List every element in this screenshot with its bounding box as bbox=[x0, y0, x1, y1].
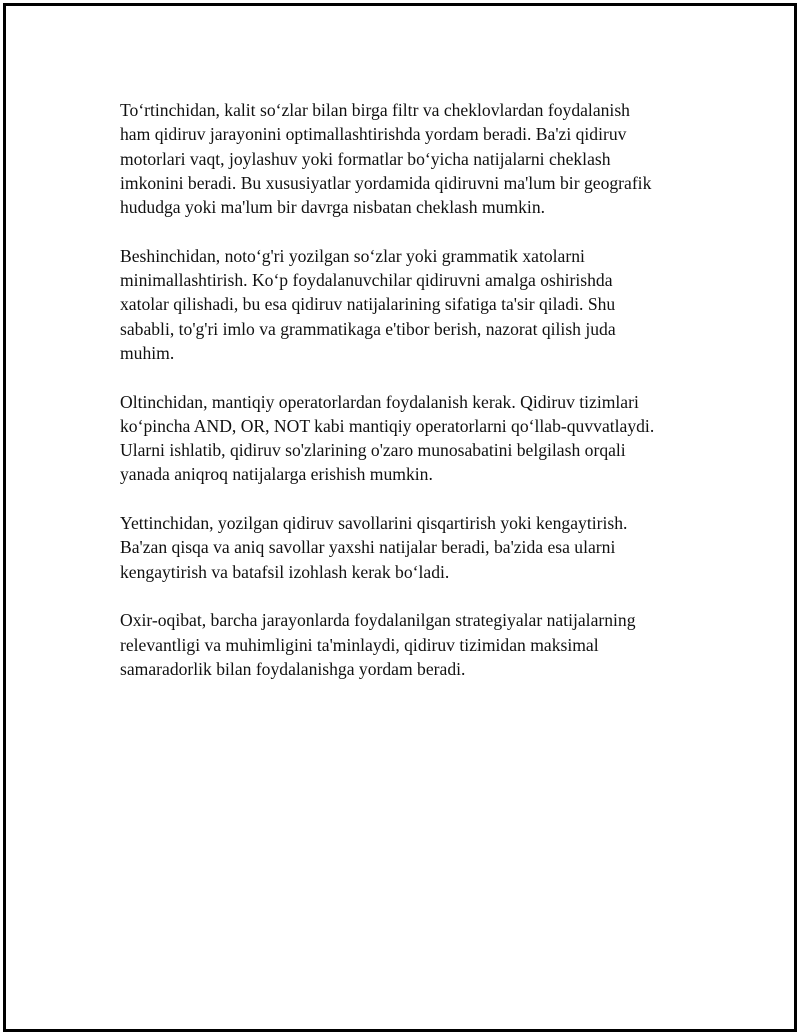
document-body bbox=[120, 98, 710, 705]
page-frame bbox=[3, 3, 797, 1032]
text-line: imkonini beradi. Bu xususiyatlar yordamida qidiruvni ma'lum bir geografik bbox=[120, 172, 652, 193]
text-line: samaradorlik bilan foydalanishga yordam beradi. bbox=[120, 658, 466, 679]
text-line: Beshinchidan, noto‘g'ri yozilgan so‘zlar yoki grammatik xatolarni bbox=[120, 245, 585, 266]
text-line: Ba'zan qisqa va aniq savollar yaxshi natijalar beradi, ba'zida esa ularni bbox=[120, 537, 616, 558]
text-line: relevantligi va muhimligini ta'minlaydi, qidiruv tizimidan maksimal bbox=[120, 634, 599, 655]
paragraph-spelling bbox=[120, 244, 710, 365]
text-line: minimallashtirish. Ko‘p foydalanuvchilar qidiruvni amalga oshirishda bbox=[120, 270, 613, 291]
text-line: Ularni ishlatib, qidiruv so'zlarining o'zaro munosabatini belgilash orqali bbox=[120, 440, 626, 461]
text-line: kengaytirish va batafsil izohlash kerak bo‘ladi. bbox=[120, 561, 450, 582]
text-line: Yettinchidan, yozilgan qidiruv savollarini qisqartirish yoki kengaytirish. bbox=[120, 513, 628, 534]
text-line: sababli, to'g'ri imlo va grammatikaga e'tibor berish, nazorat qilish juda bbox=[120, 318, 616, 339]
text-line: yanada aniqroq natijalarga erishish mumkin. bbox=[120, 464, 433, 485]
text-line: ko‘pincha AND, OR, NOT kabi mantiqiy operatorlarni qo‘llab-quvvatlaydi. bbox=[120, 415, 655, 436]
text-line: Oxir-oqibat, barcha jarayonlarda foydalanilgan strategiyalar natijalarning bbox=[120, 610, 636, 631]
text-line: To‘rtinchidan, kalit so‘zlar bilan birga filtr va cheklovlardan foydalanish bbox=[120, 100, 630, 120]
text-line: motorlari vaqt, joylashuv yoki formatlar bo‘yicha natijalarni cheklash bbox=[120, 148, 611, 169]
paragraph-filters bbox=[120, 98, 710, 219]
text-line: ham qidiruv jarayonini optimallashtirishda yordam beradi. Ba'zi qidiruv bbox=[120, 124, 627, 145]
paragraph-operators bbox=[120, 390, 710, 487]
paragraph-query-length bbox=[120, 511, 710, 584]
text-line: hududga yoki ma'lum bir davrga nisbatan cheklash mumkin. bbox=[120, 197, 546, 218]
paragraph-conclusion bbox=[120, 608, 710, 681]
text-line: xatolar qilishadi, bu esa qidiruv natijalarining sifatiga ta'sir qiladi. Shu bbox=[120, 294, 616, 315]
text-line: Oltinchidan, mantiqiy operatorlardan foydalanish kerak. Qidiruv tizimlari bbox=[120, 391, 639, 412]
text-line: muhim. bbox=[120, 342, 175, 363]
